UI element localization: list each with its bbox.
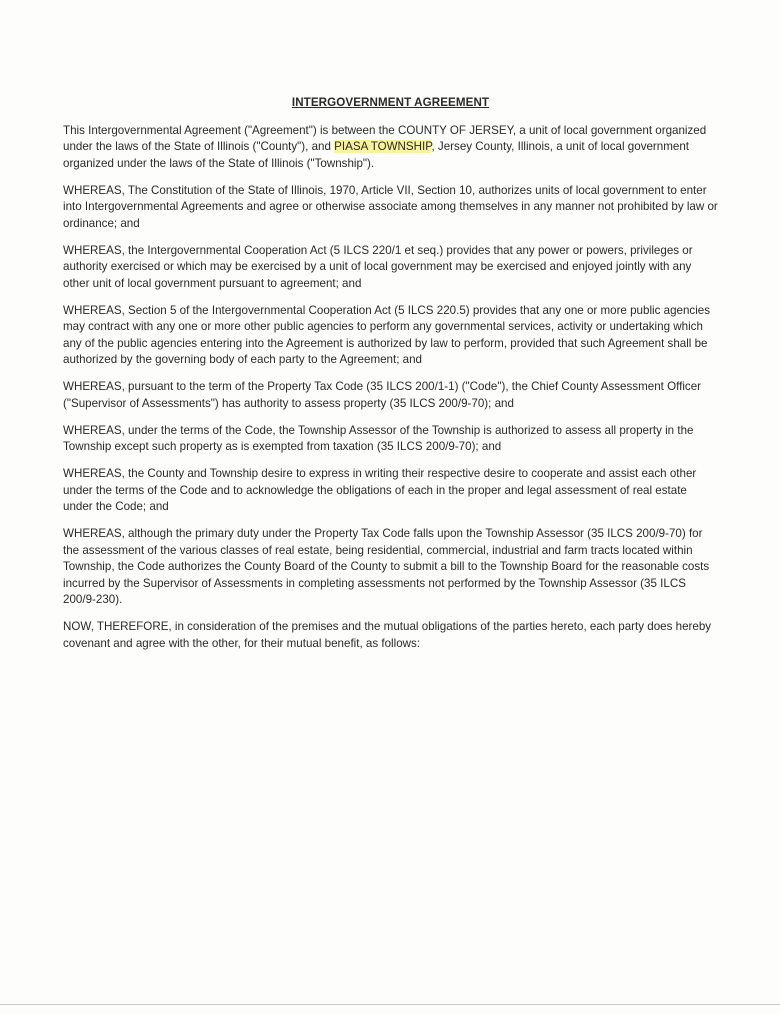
document-body xyxy=(63,95,718,663)
now-therefore-paragraph: NOW, THEREFORE, in consideration of the premises and the mutual obligations of the parties hereto, each party does hereby covenant and agree with the other, for their mutual benefit, as follows: xyxy=(63,620,712,650)
intro-paragraph xyxy=(63,123,718,173)
intro-text-before: This Intergovernmental Agreement ("Agreement") is between the COUNTY OF JERSEY, a unit of local government organized under the laws of the State of Illinois ("County"), and xyxy=(63,123,707,153)
whereas-paragraph-5: WHEREAS, under the terms of the Code, the Township Assessor of the Township is authorized to assess all property in the Township except such property as is exempted from taxation (35 ILCS 200/9-70); and xyxy=(63,423,694,453)
highlighted-party-name: PIASA TOWNSHIP xyxy=(334,140,432,153)
document-title: INTERGOVERNMENT AGREEMENT xyxy=(291,96,490,109)
whereas-paragraph-4: WHEREAS, pursuant to the term of the Property Tax Code (35 ILCS 200/1-1) ("Code"), the Chief County Assessment Officer ("Supervisor of Assessments") has authority to assess property (35 ILCS 200/9-70); and xyxy=(63,380,702,410)
intro-text-after: , Jersey County, Illinois, a unit of local government organized under the laws of the State of Illinois ("Township"). xyxy=(63,140,690,170)
whereas-paragraph-3: WHEREAS, Section 5 of the Intergovernmental Cooperation Act (5 ILCS 220.5) provides that any one or more public agencies may contract with any one or more other public agencies to perform any governmental services, activity or undertaking which any of the public agencies entering into the Agreement is authorized by law to perform, provided that such Agreement shall be authorized by the governing body of each party to the Agreement; and xyxy=(63,303,711,366)
whereas-paragraph-6: WHEREAS, the County and Township desire to express in writing their respective desire to cooperate and assist each other under the terms of the Code and to acknowledge the obligations of each in the proper and legal assessment of real estate under the Code; and xyxy=(63,467,697,513)
whereas-paragraph-2: WHEREAS, the Intergovernmental Cooperation Act (5 ILCS 220/1 et seq.) provides that any power or powers, privileges or authority exercised or which may be exercised by a unit of local government may be exercised and enjoyed jointly with any other unit of local government pursuant to agreement; and xyxy=(63,243,693,290)
whereas-paragraph-1: WHEREAS, The Constitution of the State of Illinois, 1970, Article VII, Section 10, authorizes units of local government to enter into Intergovernmental Agreements and agree or otherwise associate among themselves in any manner not prohibited by law or ordinance; and xyxy=(63,183,718,230)
whereas-paragraph-7: WHEREAS, although the primary duty under the Property Tax Code falls upon the Township Assessor (35 ILCS 200/9-70) for the assessment of the various classes of real estate, being residential, commercial, industrial and farm tracts located within Township, the Code authorizes the County Board of the County to submit a bill to the Township Board for the reasonable costs incurred by the Supervisor of Assessments in completing assessments not performed by the Township Assessor (35 ILCS 200/9-230). xyxy=(63,527,710,606)
scan-edge-line xyxy=(0,1004,780,1005)
